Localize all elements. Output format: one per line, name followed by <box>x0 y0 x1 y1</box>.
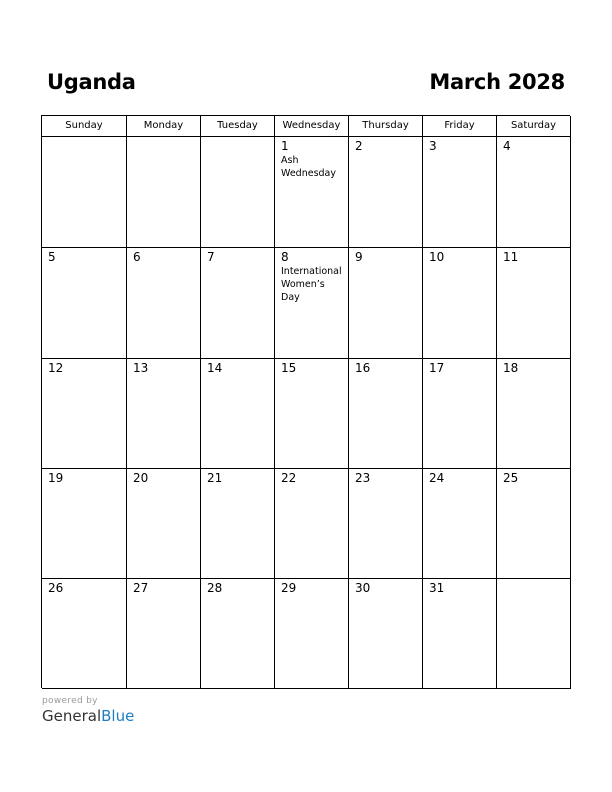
day-cell <box>275 137 349 248</box>
day-number: 24 <box>429 471 445 485</box>
day-number: 16 <box>355 361 371 375</box>
day-cell <box>349 137 423 248</box>
day-cell <box>127 469 201 579</box>
day-cell <box>275 248 349 359</box>
day-number: 29 <box>281 581 297 595</box>
day-cell <box>423 248 497 359</box>
day-number: 26 <box>48 581 64 595</box>
day-cell <box>201 137 275 248</box>
day-number: 19 <box>48 471 64 485</box>
day-number: 28 <box>207 581 223 595</box>
day-cell <box>349 469 423 579</box>
day-number: 6 <box>133 250 141 264</box>
weekday-header-thursday: Thursday <box>349 116 423 137</box>
day-cell <box>42 469 127 579</box>
day-cell <box>127 579 201 689</box>
weekday-header-wednesday: Wednesday <box>275 116 349 137</box>
day-number: 27 <box>133 581 149 595</box>
day-cell <box>201 359 275 469</box>
day-cell <box>42 359 127 469</box>
day-cell <box>349 579 423 689</box>
day-cell <box>497 469 571 579</box>
day-number: 5 <box>48 250 56 264</box>
day-cell <box>423 579 497 689</box>
day-number: 13 <box>133 361 149 375</box>
day-number: 11 <box>503 250 519 264</box>
day-cell <box>42 137 127 248</box>
day-cell <box>423 359 497 469</box>
day-cell <box>275 359 349 469</box>
day-cell <box>349 359 423 469</box>
brand-blue-text: Blue <box>101 707 135 725</box>
day-number: 12 <box>48 361 64 375</box>
weekday-header-friday: Friday <box>423 116 497 137</box>
day-cell <box>349 248 423 359</box>
day-cell <box>42 579 127 689</box>
day-number: 4 <box>503 139 511 153</box>
day-number: 2 <box>355 139 363 153</box>
day-number: 30 <box>355 581 371 595</box>
day-cell <box>275 579 349 689</box>
weekday-header-sunday: Sunday <box>42 116 127 137</box>
day-number: 9 <box>355 250 363 264</box>
day-number: 7 <box>207 250 215 264</box>
day-number: 23 <box>355 471 371 485</box>
day-number: 14 <box>207 361 223 375</box>
holiday-label: Ash Wednesday <box>281 155 337 179</box>
day-number: 17 <box>429 361 445 375</box>
weekday-header-saturday: Saturday <box>497 116 571 137</box>
day-cell <box>497 248 571 359</box>
footer-branding <box>42 696 134 725</box>
day-cell <box>42 248 127 359</box>
day-number: 20 <box>133 471 149 485</box>
day-cell <box>423 137 497 248</box>
day-cell <box>127 248 201 359</box>
day-number: 18 <box>503 361 519 375</box>
day-cell <box>201 469 275 579</box>
calendar-grid <box>41 115 570 688</box>
day-cell <box>201 248 275 359</box>
day-cell <box>497 137 571 248</box>
day-cell <box>201 579 275 689</box>
day-cell <box>423 469 497 579</box>
day-number: 31 <box>429 581 445 595</box>
brand-general-text: General <box>42 707 102 725</box>
day-number: 22 <box>281 471 297 485</box>
day-number: 8 <box>281 250 289 264</box>
day-cell <box>127 359 201 469</box>
weekday-header-tuesday: Tuesday <box>201 116 275 137</box>
month-year-title: March 2028 <box>429 70 565 94</box>
day-number: 25 <box>503 471 519 485</box>
brand-logo[interactable] <box>42 707 134 725</box>
weekday-header-monday: Monday <box>127 116 201 137</box>
powered-by-text: powered by <box>42 696 98 706</box>
day-number: 1 <box>281 139 289 153</box>
day-cell <box>275 469 349 579</box>
day-cell <box>127 137 201 248</box>
day-number: 10 <box>429 250 445 264</box>
day-cell <box>497 579 571 689</box>
country-title: Uganda <box>47 70 136 94</box>
day-number: 21 <box>207 471 223 485</box>
day-number: 15 <box>281 361 297 375</box>
holiday-label: International Women’s Day <box>281 266 342 303</box>
day-number: 3 <box>429 139 437 153</box>
day-cell <box>497 359 571 469</box>
